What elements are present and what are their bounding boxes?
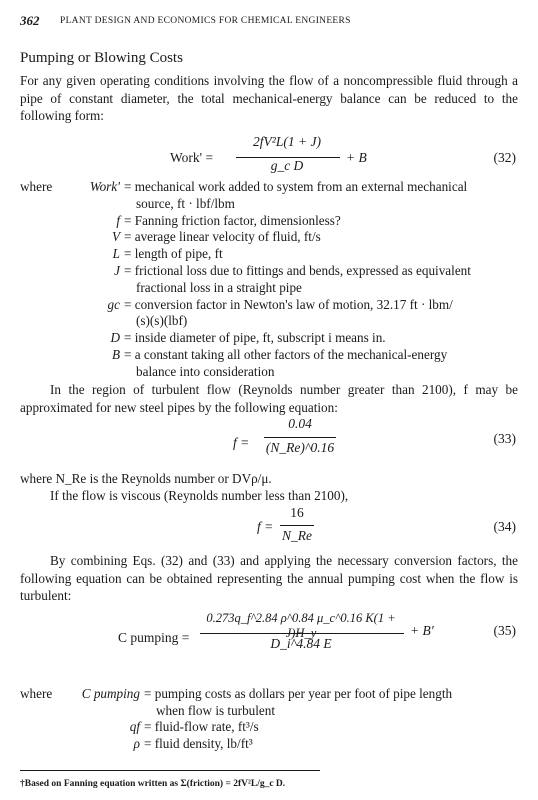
eq33-lhs: f = — [233, 435, 250, 450]
definition-symbol: J — [114, 263, 120, 278]
definition-symbol: C pumping — [81, 686, 140, 701]
where-prefix: where — [20, 179, 53, 194]
eq32-numerator: 2fV²L(1 + J) — [253, 134, 321, 149]
eq34-lhs: f = — [257, 519, 274, 534]
footnote: †Based on Fanning equation written as Σ(friction) = 2fV²L/g_c D. — [20, 779, 286, 789]
definition-text: = fluid density, lb/ft³ — [144, 735, 253, 751]
definition-text: = a constant taking all other factors of the mechanical-energy — [124, 347, 448, 362]
eq33-number: (33) — [493, 431, 516, 446]
eq35-denominator: D_i^4.84 E — [270, 636, 332, 651]
definition-symbol: L — [112, 246, 120, 262]
where-prefix: where — [20, 686, 53, 701]
definition-text: when flow is turbulent — [156, 702, 276, 718]
definition-text: = inside diameter of pipe, ft, subscript i means in. — [124, 330, 386, 346]
eq34-numerator: 16 — [290, 505, 304, 520]
definition-text: = length of pipe, ft — [124, 246, 223, 262]
eq35-number: (35) — [493, 623, 516, 638]
footnote-rule — [20, 770, 320, 771]
definition-symbol: B — [111, 347, 120, 362]
definition-text: = Fanning friction factor, dimensionless? — [124, 212, 341, 228]
definition-text: = pumping costs as dollars per year per foot of pipe length — [144, 686, 453, 701]
definition-text: balance into consideration — [136, 363, 275, 379]
section-heading: Pumping or Blowing Costs — [20, 50, 183, 66]
combining-paragraph: By combining Eqs. (32) and (33) and applying the necessary conversion factors, the following equation can be obtained representing the annual pumping cost when the flow is turbulent: — [20, 553, 518, 604]
definition-text: = average linear velocity of fluid, ft/s — [124, 229, 321, 245]
eq32-plus-term: + B — [346, 150, 367, 165]
eq34-denominator: N_Re — [282, 528, 312, 543]
definition-text: = fluid-flow rate, ft³/s — [144, 719, 259, 734]
definition-text: (s)(s)(lbf) — [136, 313, 188, 329]
eq32-number: (32) — [493, 150, 516, 165]
eq34-number: (34) — [493, 519, 516, 534]
eq35-numerator: 0.273q_f^2.84 ρ^0.84 μ_c^0.16 K(1 + J)H_y — [206, 611, 396, 640]
definition-symbol: ρ — [133, 735, 140, 751]
eq35-lhs: C pumping = — [118, 630, 190, 645]
intro-paragraph: For any given operating conditions involving the flow of a noncompressible fluid through a pipe of constant diameter, the total mechanical-energy balance can be reduced to the following form: — [20, 73, 518, 124]
viscous-line: If the flow is viscous (Reynolds number less than 2100), — [50, 488, 349, 503]
eq35-fraction-bar — [200, 633, 404, 634]
eq33-denominator: (N_Re)^0.16 — [265, 440, 335, 455]
definition-text: fractional loss in a straight pipe — [136, 279, 302, 295]
reynolds-line: where N_Re is the Reynolds number or DVρ/μ. — [20, 471, 272, 486]
definition-symbol: qf — [129, 719, 140, 734]
definition-symbol: Work' — [89, 179, 120, 194]
eq33-numerator: 0.04 — [288, 416, 312, 431]
running-title: PLANT DESIGN AND ECONOMICS FOR CHEMICAL ENGINEERS — [60, 16, 351, 26]
eq33-fraction-bar — [264, 437, 336, 438]
page-number: 362 — [20, 13, 40, 28]
turbulent-paragraph: In the region of turbulent flow (Reynolds number greater than 2100), f may be approximated for new steel pipes by the following equation: — [20, 382, 518, 415]
definition-symbol: D — [110, 330, 120, 346]
definition-symbol: f — [116, 212, 120, 228]
definition-text: = frictional loss due to fittings and bends, expressed as equivalent — [124, 263, 471, 278]
definition-text: source, ft · lbf/lbm — [136, 195, 235, 211]
eq32-denominator: g_c D — [270, 158, 304, 173]
eq35-plus-term: + B' — [410, 623, 434, 638]
eq32-lhs: Work' = — [170, 150, 214, 165]
eq34-fraction-bar — [280, 525, 314, 526]
definition-text: = mechanical work added to system from an external mechanical — [124, 179, 468, 194]
definition-text: = conversion factor in Newton's law of motion, 32.17 ft · lbm/ — [124, 296, 453, 312]
definition-symbol: gc — [107, 296, 120, 312]
definition-symbol: V — [111, 229, 120, 245]
